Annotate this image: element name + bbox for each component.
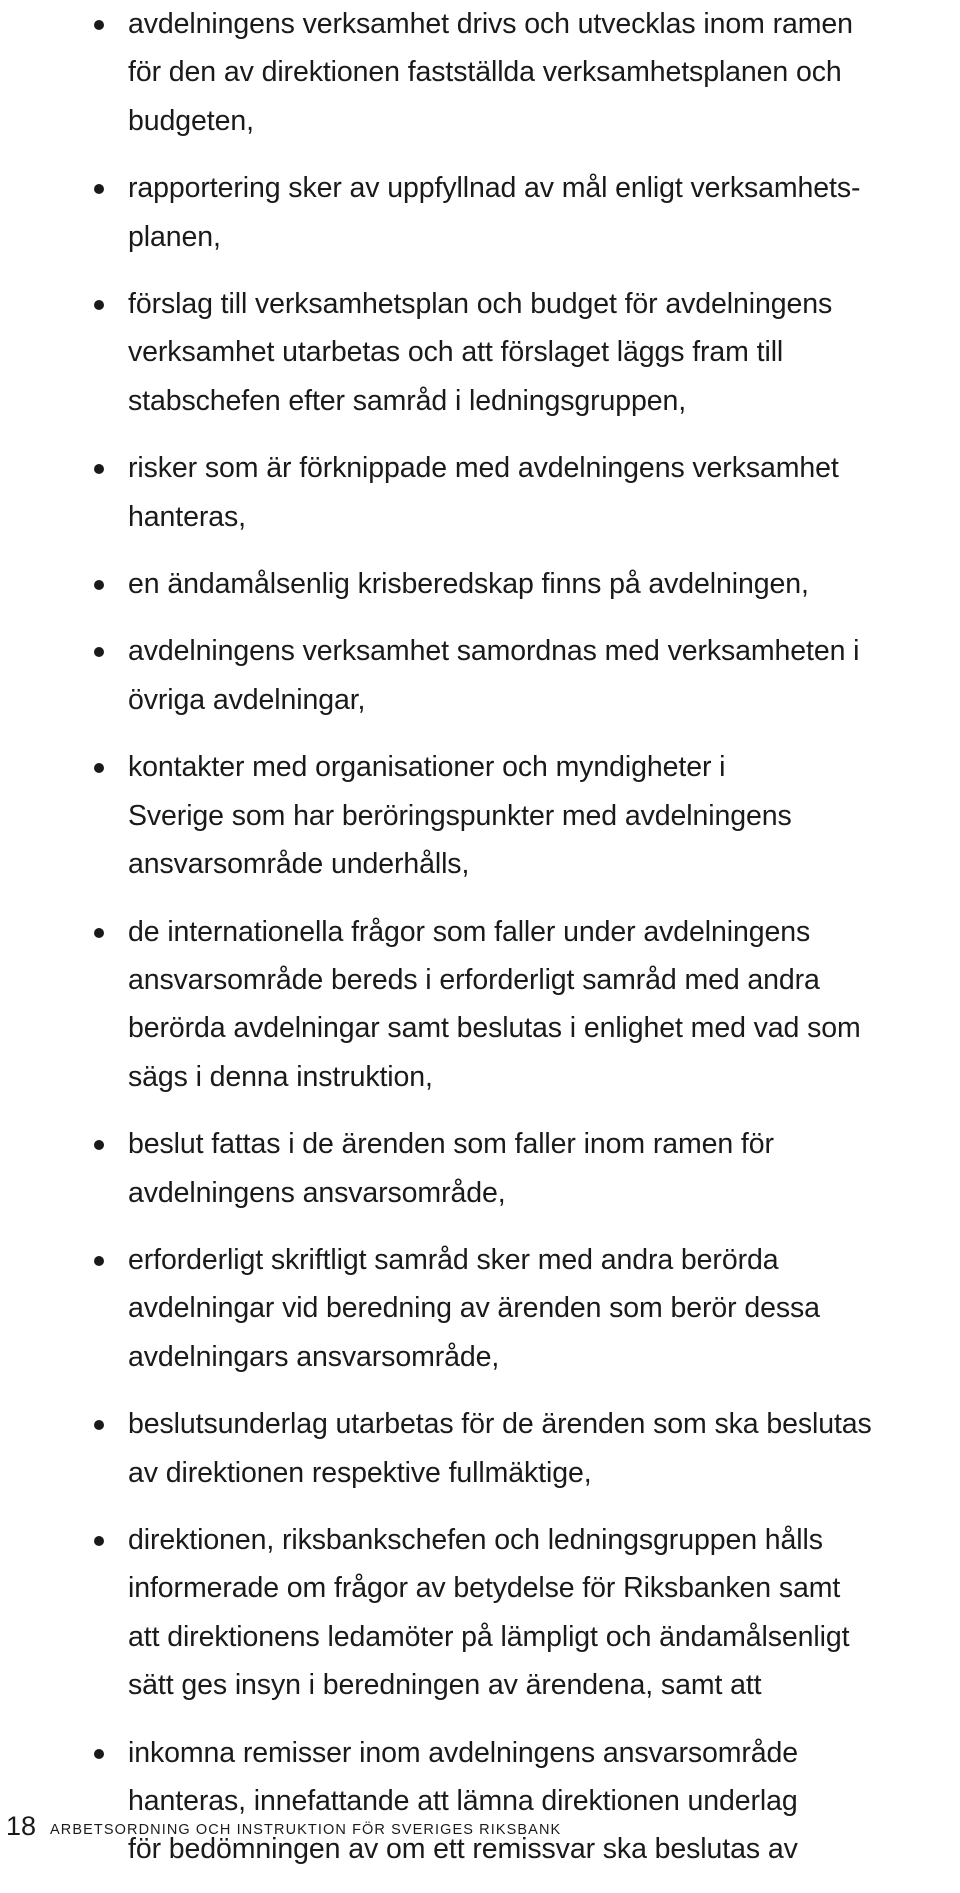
list-item-line: planen, bbox=[128, 220, 221, 253]
list-item-line: avdelningar vid beredning av ärenden som berör dessa bbox=[128, 1292, 820, 1325]
bullet-icon bbox=[94, 184, 104, 194]
bullet-icon bbox=[94, 300, 104, 310]
list-item bbox=[128, 1516, 958, 1710]
list-item-line: beslutsunderlag utarbetas för de ärenden som ska beslutas bbox=[128, 1408, 872, 1441]
list-item-line: avdelningens verksamhet samordnas med verksamheten i bbox=[128, 635, 860, 668]
list-item-line: förslag till verksamhetsplan och budget för avdelningens bbox=[128, 288, 833, 321]
list-item-line: direktionen, riksbankschefen och ledningsgruppen hålls bbox=[128, 1523, 823, 1556]
bullet-icon bbox=[94, 580, 104, 590]
list-item-line: de internationella frågor som faller under avdelningens bbox=[128, 915, 811, 948]
list-item-line: att direktionens ledamöter på lämpligt och ändamålsenligt bbox=[128, 1620, 850, 1653]
list-item-line: avdelningens ansvarsområde, bbox=[128, 1176, 506, 1209]
bullet-icon bbox=[94, 464, 104, 474]
page-footer bbox=[0, 1808, 960, 1844]
list-item-line: en ändamålsenlig krisberedskap finns på avdelningen, bbox=[128, 568, 809, 601]
list-item-line: informerade om frågor av betydelse för Riksbanken samt bbox=[128, 1572, 841, 1605]
list-item-line: verksamhet utarbetas och att förslaget läggs fram till bbox=[128, 336, 784, 369]
list-item bbox=[128, 1729, 958, 1874]
list-item-line: risker som är förknippade med avdelningens verksamhet bbox=[128, 452, 839, 485]
list-item-line: budgeten, bbox=[128, 104, 254, 137]
list-item-line: berörda avdelningar samt beslutas i enlighet med vad som bbox=[128, 1012, 861, 1045]
list-item bbox=[128, 743, 958, 888]
list-item-line: hanteras, innefattande att lämna direktionen underlag bbox=[128, 1785, 798, 1817]
bullet-icon bbox=[94, 1749, 104, 1759]
list-item-line: erforderligt skriftligt samråd sker med andra berörda bbox=[128, 1243, 779, 1276]
list-item-line: avdelningars ansvarsområde, bbox=[128, 1340, 500, 1373]
list-item bbox=[128, 627, 958, 724]
list-item-line: sätt ges insyn i beredningen av ärendena, samt att bbox=[128, 1669, 762, 1702]
list-item bbox=[128, 1120, 958, 1217]
list-item-line: för bedömningen av om ett remissvar ska beslutas av bbox=[128, 1833, 798, 1866]
list-item bbox=[128, 164, 958, 261]
list-item bbox=[128, 0, 958, 145]
bullet-icon bbox=[94, 1256, 104, 1266]
list-item-line: beslut fattas i de ärenden som faller inom ramen för bbox=[128, 1128, 774, 1161]
list-item bbox=[128, 1400, 958, 1497]
bullet-icon bbox=[94, 20, 104, 30]
bullet-icon bbox=[94, 1140, 104, 1150]
list-item-line: ansvarsområde underhålls, bbox=[128, 848, 470, 881]
list-item-line: hanteras, bbox=[128, 500, 246, 533]
list-item-line: övriga avdelningar, bbox=[128, 683, 366, 716]
list-item bbox=[128, 560, 958, 608]
list-item-line: rapportering sker av uppfyllnad av mål enligt verksamhets- bbox=[128, 172, 861, 205]
list-item-line: stabschefen efter samråd i ledningsgruppen, bbox=[128, 384, 687, 417]
list-item bbox=[128, 444, 958, 541]
list-item-line: avdelningens verksamhet drivs och utvecklas inom ramen bbox=[128, 8, 853, 40]
list-item bbox=[128, 908, 958, 1102]
list-item bbox=[128, 1236, 958, 1381]
bullet-list bbox=[128, 0, 958, 1893]
list-item-line: sägs i denna instruktion, bbox=[128, 1060, 433, 1093]
bullet-icon bbox=[94, 1420, 104, 1430]
list-item-line: kontakter med organisationer och myndigheter i bbox=[128, 751, 726, 784]
list-item-line: inkomna remisser inom avdelningens ansvarsområde bbox=[128, 1736, 799, 1769]
bullet-icon bbox=[94, 763, 104, 773]
list-item bbox=[128, 280, 958, 425]
list-item-line: för den av direktionen fastställda verksamhetsplanen och bbox=[128, 56, 842, 89]
bullet-icon bbox=[94, 928, 104, 938]
bullet-icon bbox=[94, 1536, 104, 1546]
list-item-line: Sverige som har beröringspunkter med avdelningens bbox=[128, 799, 792, 832]
bullet-icon bbox=[94, 647, 104, 657]
running-title: ARBETSORDNING OCH INSTRUKTION FÖR SVERIGES RIKSBANK bbox=[50, 1822, 562, 1838]
list-item-line: av direktionen respektive fullmäktige, bbox=[128, 1456, 592, 1489]
page-number: 18 bbox=[6, 1811, 37, 1841]
list-item-line: ansvarsområde bereds i erforderligt samråd med andra bbox=[128, 963, 820, 996]
